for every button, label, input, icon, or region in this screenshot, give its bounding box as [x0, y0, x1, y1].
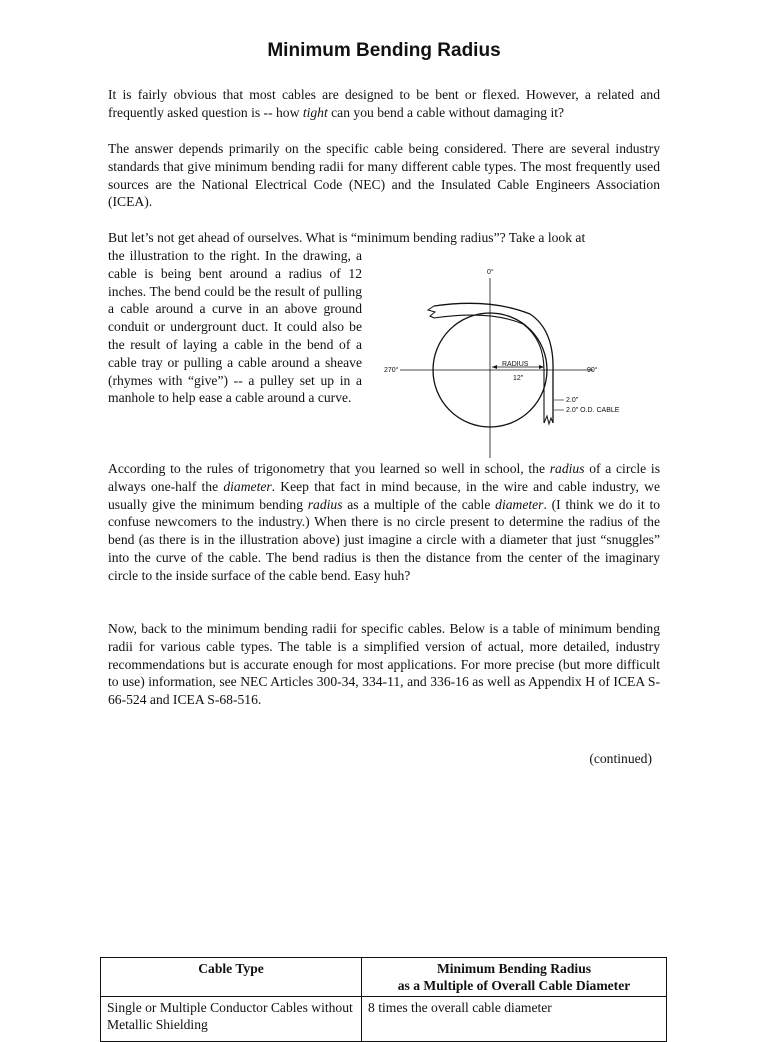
label-cable-od: 2.0" O.D. CABLE [566, 407, 620, 414]
text-run: It is fairly obvious that most cables are designed to be bent or flexed. However, a related and frequently asked question is -- how [108, 87, 660, 120]
label-thickness: 2.0" [566, 397, 579, 404]
bending-radius-table [100, 957, 667, 1042]
table-header-row [101, 958, 667, 997]
header-min-radius [362, 958, 667, 997]
paragraph-definition-line1: But let’s not get ahead of ourselves. What is “minimum bending radius”? Take a look at [108, 230, 586, 245]
label-radius: RADIUS [502, 361, 529, 368]
cell-min-radius: 8 times the overall cable diameter [362, 997, 667, 1042]
text-run: as a multiple of the cable [342, 496, 496, 512]
cable-cut-end-left [428, 306, 435, 318]
text-run: According to the rules of trigonometry that you learned so well in school, the [108, 461, 550, 476]
continued-note: (continued) [589, 751, 652, 766]
text-run: can you bend a cable without damaging it? [327, 104, 565, 120]
label-radius-value: 12" [513, 375, 524, 382]
header-min-radius-line2: as a Multiple of Overall Cable Diameter [397, 978, 631, 993]
paragraph-definition-body: the illustration to the right. In the drawing, a cable is being bent around a radius of 12 inches. The bend could be the result of pulling a cable around a curve in an above ground conduit or undergrount duct. It could also be the result of laying a cable in the bend of a cable tray or pulling a cable around a sheave (rhymes with “give”) -- a pulley set up in a manhole to help ease a cable around a curve. [108, 248, 362, 406]
emphasis-text: radius [549, 461, 585, 476]
paragraph-intro [108, 86, 660, 122]
cell-cable-type: Single or Multiple Conductor Cables without Metallic Shielding [101, 997, 362, 1042]
radius-arrow-head-left [492, 365, 497, 369]
text-run: . Keep that fact in mind because, in the wire and cable industry, we usually give the minimum bending [108, 478, 660, 512]
radius-arrow-head-right [539, 365, 544, 369]
label-270-degrees: 270° [384, 367, 399, 374]
text-run: . (I think we do it to confuse newcomers to the industry.) When there is no circle present to determine the radius of the bend (as there is in the illustration above) just imagine a circle with a diameter that just “snuggles” into the curve of the cable. The bend radius is then the distance from the center of the imaginary circle to the inside surface of the cable bend. Easy huh? [108, 496, 661, 583]
text-run: of a circle is always one-half the [108, 461, 660, 494]
label-90-degrees: 90° [587, 367, 598, 374]
emphasis-text: tight [302, 104, 328, 120]
page-title: Minimum Bending Radius [267, 40, 501, 61]
cable-inner-edge [434, 315, 544, 423]
header-cable-type: Cable Type [101, 958, 362, 997]
paragraph-answer: The answer depends primarily on the specific cable being considered. There are several industry standards that give minimum bending radii for many different cable types. The most frequently used sources are the National Electrical Code (NEC) and the Insulated Cable Engineers Association (ICEA). [108, 141, 660, 210]
header-min-radius-line1: Minimum Bending Radius [436, 961, 592, 976]
bending-radius-diagram [378, 258, 660, 458]
paragraph-table-intro: Now, back to the minimum bending radii for specific cables. Below is a table of minimum bending radii for various cable types. The table is a simplified version of actual, more detailed, industry recommendations but is accurate enough for most applications. For more precise (but more difficult to use) information, see NEC Articles 300-34, 334-11, and 336-16 as well as Appendix H of ICEA S-66-524 and ICEA S-68-516. [108, 621, 660, 708]
table-row [101, 997, 667, 1042]
emphasis-text: diameter [223, 478, 272, 494]
emphasis-text: radius [307, 496, 343, 512]
paragraph-trigonometry [108, 460, 660, 585]
label-0-degrees: 0° [487, 269, 494, 276]
cable-cut-end-bottom [544, 416, 553, 424]
emphasis-text: diameter [495, 496, 544, 512]
